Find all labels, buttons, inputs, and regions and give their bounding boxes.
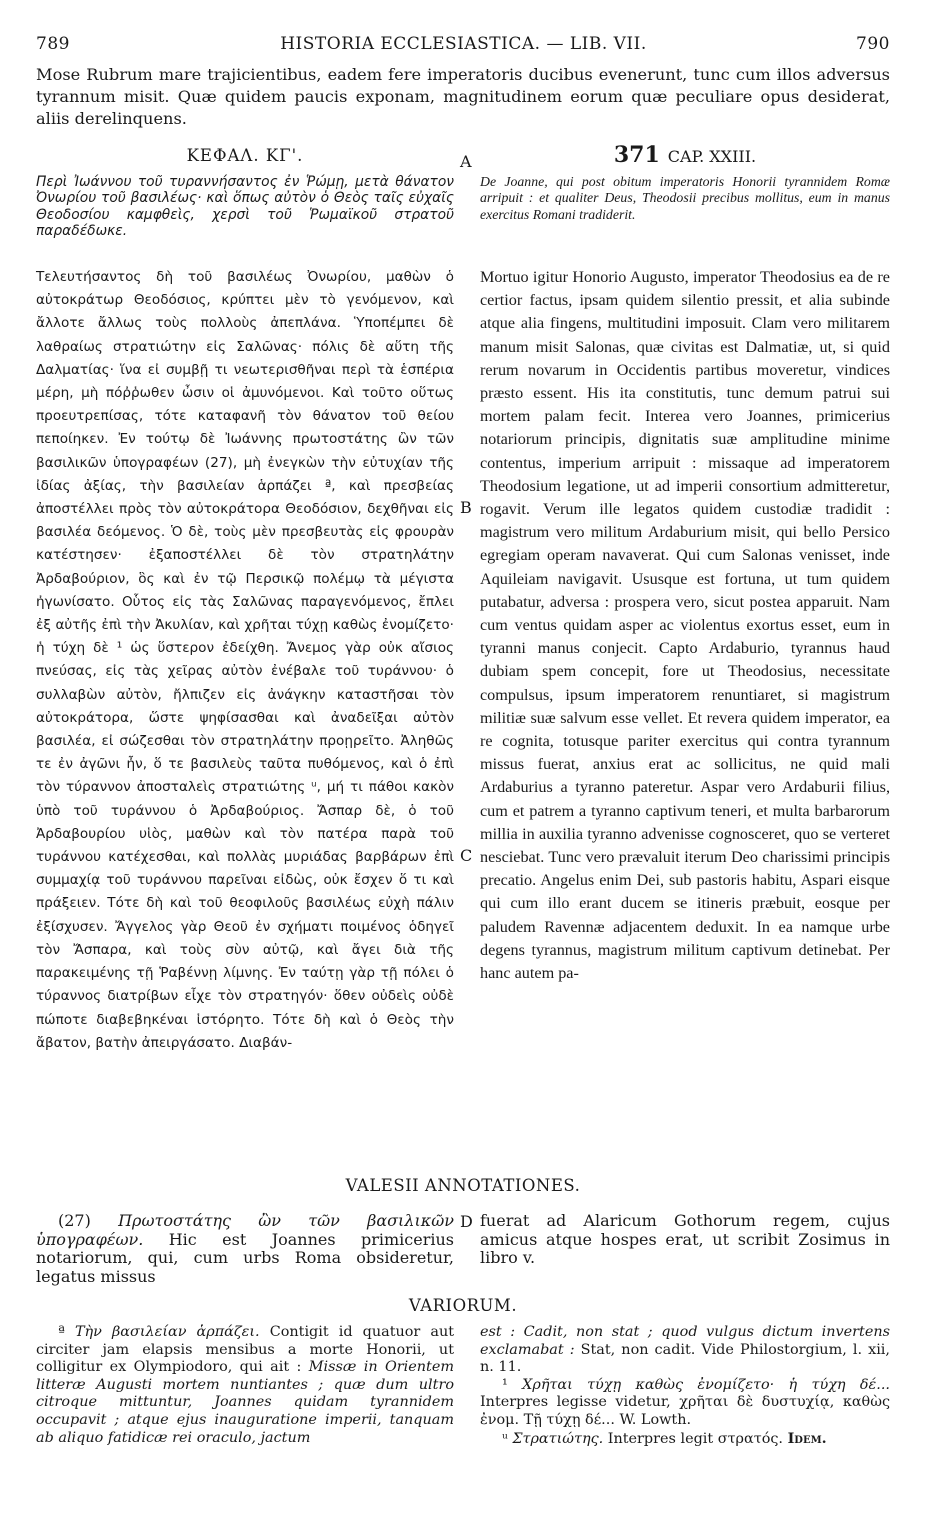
page-number-right: 790 — [856, 34, 890, 54]
annotation-ref: (27) — [58, 1211, 91, 1230]
variorum-right-greek-2: Χρῆται τύχῃ καθὼς ἐνομίζετο· ἡ τύχη δέ... — [522, 1376, 890, 1393]
greek-chapter-summary: Περὶ Ἰωάννου τοῦ τυραννήσαντος ἐν Ῥώμῃ, μετὰ θάνατον Ὀνωρίου τοῦ βασιλέως· καὶ ὅπως αὐτὸν ὁ Θεὸς ταῖς εὐχαῖς Θεοδοσίου καμφθεὶς, χερσὶ τοῦ Ῥωμαϊκοῦ στρατοῦ παραδέδωκε. — [36, 174, 454, 240]
annotation-left — [36, 1212, 454, 1286]
greek-body-text: Τελευτήσαντος δὴ τοῦ βασιλέως Ὀνωρίου, μαθὼν ὁ αὐτοκράτωρ Θεοδόσιος, κρύπτει μὲν τὸ γενόμενον, καὶ ἄλλοτε ἄλλως τοὺς πολλοὺς ἀπεπλάνα. Ὑποπέμπει δὲ λαθραίως στρατιώτην εἰς Σαλῶνας· πόλις δὲ αὕτη τῆς Δαλματίας· ἵνα εἰ συμβῇ τι νεωτερισθῆναι περὶ τὰ ἑσπέρια μέρη, μὴ πόῤῥωθεν ὦσιν οἱ ἀμυνόμενοι. Καὶ τοῦτο οὕτως προευτρεπίσας, τότε καταφανῆ τὸν θάνατον τοῦ θείου πεποίηκεν. Ἐν τούτῳ δὲ Ἰωάννης πρωτοστάτης ὢν τῶν βασιλικῶν ὑπογραφέων (27), μὴ ἐνεγκὼν τὴν εὐτυχίαν τῆς ἰδίας ἀξίας, τὴν βασιλείαν ἁρπάζει ª, καὶ πρεσβείας ἀποστέλλει πρὸς τὸν αὐτοκράτορα Θεοδόσιον, δεχθῆναι εἰς βασιλέα δεόμενος. Ὁ δὲ, τοὺς μὲν πρεσβευτὰς εἰς φρουρὰν κατέστησεν· ἐξαποστέλλει δὲ τὸν στρατηλάτην Ἀρδαβούριον, ὃς καὶ ἐν τῷ Περσικῷ πολέμῳ τὰ μέγιστα ἠγωνίσατο. Οὗτος εἰς τὰς Σαλῶνας παραγενόμενος, ἔπλει ἐξ αὐτῆς ἐπὶ τὴν Ἀκυλίαν, καὶ χρῆται τύχῃ καθὼς ἐνομίζετο· ἡ τύχη δὲ ¹ ὡς ὕστερον ἐδείχθη. Ἄνεμος γὰρ οὐκ αἴσιος πνεύσας, εἰς τὰς χεῖρας αὐτὸν ἐνέβαλε τοῦ τυράννου· ὁ συλλαβὼν αὐτὸν, ἤλπιζεν εἰς ἀνάγκην καταστῆσαι τὸν αὐτοκράτορα, ὥστε ψηφίσασθαι καὶ ἀναδεῖξαι αὐτὸν βασιλέα, εἰ σώζεσθαι τὸν στρατηλάτην προῃρεῖτο. Ἀληθῶς τε ἐν ἀγῶνι ἦν, ὅ τε βασιλεὺς ταῦτα πυθόμενος, καὶ ὁ ἐπὶ τὸν τύραννον ἀποσταλεὶς στρατιώτης ᵘ, μή τι πάθοι κακὸν ὑπὸ τοῦ τυράννου ὁ Ἀρδαβούριος. Ἄσπαρ δὲ, ὁ τοῦ Ἀρδαβουρίου υἱὸς, μαθὼν καὶ τὸν πατέρα παρὰ τοῦ τυράννου κατέχεσθαι, καὶ πολλὰς μυριάδας βαρβάρων ἐπὶ συμμαχίᾳ τοῦ τυράννου παρεῖναι εἰδὼς, οὐκ ἔσχεν ὅ τι καὶ πράξειεν. Τότε δὴ καὶ τοῦ θεοφιλοῦς βασιλέως εὐχὴ πάλιν ἐξίσχυσεν. Ἄγγελος γὰρ Θεοῦ ἐν σχήματι ποιμένος ὁδηγεῖ τὸν Ἄσπαρα, καὶ τοὺς σὺν αὐτῷ, καὶ ἄγει διὰ τῆς παρακειμένης τῇ Ῥαβέννῃ λίμνης. Ἐν ταύτῃ γὰρ τῇ πόλει ὁ τύραννος διατρίβων εἶχε τὸν στρατηγόν· ὅθεν οὐδεὶς οὐδὲ πώποτε διαβεβηκέναι ἱστόρητο. Τότε δὴ καὶ ὁ Θεὸς τὴν ἄβατον, βατὴν ἀπειργάσατο. Διαβάν- — [36, 269, 454, 1051]
variorum-title: VARIORUM. — [408, 1296, 518, 1315]
variorum-right-note-3 — [480, 1430, 890, 1449]
margin-marker-c: C — [460, 846, 473, 865]
intro-paragraph: Mose Rubrum mare trajicientibus, eadem fere imperatoris ducibus evenerunt, tunc cum illos adversus tyrannum misit. Quæ quidem paucis exponam, magnitudinem eorum quæ peculiare opus desiderat, aliis derelinquens. — [36, 65, 890, 128]
annotation-greek: Πρωτοστάτης ὢν τῶν βασιλικῶν ὑπογραφέων. — [36, 1211, 455, 1249]
variorum-right-italic: est : Cadit, non stat ; quod vulgus dictum invertens exclamabat : — [480, 1324, 890, 1358]
variorum-left-italic: Missæ in Orientem litteræ Augusti mortem nuntiantes ; quæ dum ultro citroque mittuntur, Joannes quidam tyrannidem occupavit ; atque ejus inauguratione imperii, tanquam ab aliquo fatidicæ rei oraculo, jactum — [36, 1359, 455, 1446]
latin-chapter-summary: De Joanne, qui post obitum imperatoris Honorii tyrannidem Romæ arripuit : et qualiter Deus, Theodosii precibus mollitus, eum in manus exercitus Romani tradiderit. — [480, 174, 890, 222]
variorum-left-greek: Τὴν βασιλείαν ἁρπάζει. — [74, 1324, 260, 1340]
variorum-left — [36, 1324, 454, 1447]
latin-body-text: Mortuo igitur Honorio Augusto, imperator Theodosius ea de re certior factus, ipsam quidem silentio pressit, et alia subinde atque alia fingens, multitudini imposuit. Clam vero militarem manum misit Salonas, quæ civitas est Dalmatiæ, ut, si quid rerum novarum in Occidentis partibus moveretur, vindices præsto essent. His ita constitutis, tunc demum patrui sui mortem palam fecit. Interea vero Joannes, primicerius notariorum principis, dignitatis suæ amplitudine minime contentus, imperium arripuit : missaque ad imperatorem Theodosium legatione, ut ad imperii consortium admitteretur, rogavit. Verum ille legatos quidem custodiæ tradidit : magistrum vero militum Ardaburium misit, qui bello Persico egregiam operam navaverat. Qui cum Salonas venisset, inde Aquileiam navigavit. Ususque est fortuna, ut tum quidem putabatur, adversa : prospera vero, sicut postea apparuit. Nam cum ventus quidam asper ac violentus exortus esset, eum in tyranni manus conjecit. Capto Ardaburio, tyrannus haud dubiam spem concepit, fore ut Theodosius, necessitate compulsus, ipsum imperatorem renuntiaret, si magistrum militiæ suæ salvum esse vellet. Et revera quidem imperator, ea re cognita, totusque pariter exercitus qui contra tyrannum missus fuerat, anxius erat ac sollicitus, ne quid mali Ardaburius a tyranno pateretur. Aspar vero Ardaburii filius, cum et patrem a tyranno captivum teneri, et multa barbarorum millia in auxilia tyranno advenisse cognosceret, quo se verteret nesciebat. Tunc vero prævaluit iterum Deo charissimi principis precatio. Angelus enim Dei, sub pastoris habitu, Aspari eisque qui cum illo erant ducem se itineris præbuit, eosque per paludem Ravennæ adjacentem deduxit. In ea namque urbe degens tyrannus, magistrum militum captivum detinebat. Per hanc autem pa- — [480, 268, 890, 983]
greek-chapter-heading: ΚΕΦΑΛ. ΚΓ'. — [186, 146, 304, 165]
footnote-mark-a: ª — [58, 1324, 65, 1340]
footnote-mark-u: ᵘ — [502, 1430, 508, 1447]
annotation-left-text: Hic est Joannes primicerius notariorum, qui, cum urbs Roma obsideretur, legatus missus — [36, 1229, 454, 1286]
variorum-signature: Idem. — [787, 1429, 827, 1447]
column-number: 371 — [613, 142, 660, 168]
variorum-left-text: Contigit id quatuor aut circiter jam elapsis mensibus a morte Honorii, ut colligitur ex Olympiodoro, qui ait : — [36, 1324, 455, 1376]
variorum-right-greek-3: Στρατιώτης. — [512, 1430, 604, 1447]
latin-chapter-heading — [480, 142, 890, 168]
variorum-right-text-3: Interpres legit στρατός. — [607, 1430, 783, 1447]
page-number-left: 789 — [36, 34, 70, 54]
annotations-title: VALESII ANNOTATIONES. — [345, 1176, 581, 1195]
variorum-right-text-1: Stat, non cadit. Vide Philostorgium, l. xii, n. 11. — [480, 1341, 890, 1376]
margin-marker-d: D — [460, 1212, 473, 1231]
variorum-right-text-2: Interpres legisse videtur, χρῆται δὲ δυστυχίᾳ, καθὼς ἐνομ. Τῇ τύχῃ δέ... W. Lowth. — [480, 1394, 890, 1428]
running-title: HISTORIA ECCLESIASTICA. — LIB. VII. — [280, 34, 647, 54]
variorum-right-note-1 — [480, 1324, 890, 1377]
margin-marker-b: B — [460, 498, 472, 517]
latin-chapter-label: CAP. XXIII. — [667, 147, 757, 166]
variorum-right — [480, 1324, 890, 1448]
variorum-right-note-2 — [480, 1377, 890, 1430]
annotation-right-text: fuerat ad Alaricum Gothorum regem, cujus amicus atque hospes erat, ut scribit Zosimus in libro v. — [480, 1211, 890, 1267]
footnote-mark-t: ¹ — [502, 1376, 508, 1393]
margin-marker-a: A — [460, 152, 472, 171]
